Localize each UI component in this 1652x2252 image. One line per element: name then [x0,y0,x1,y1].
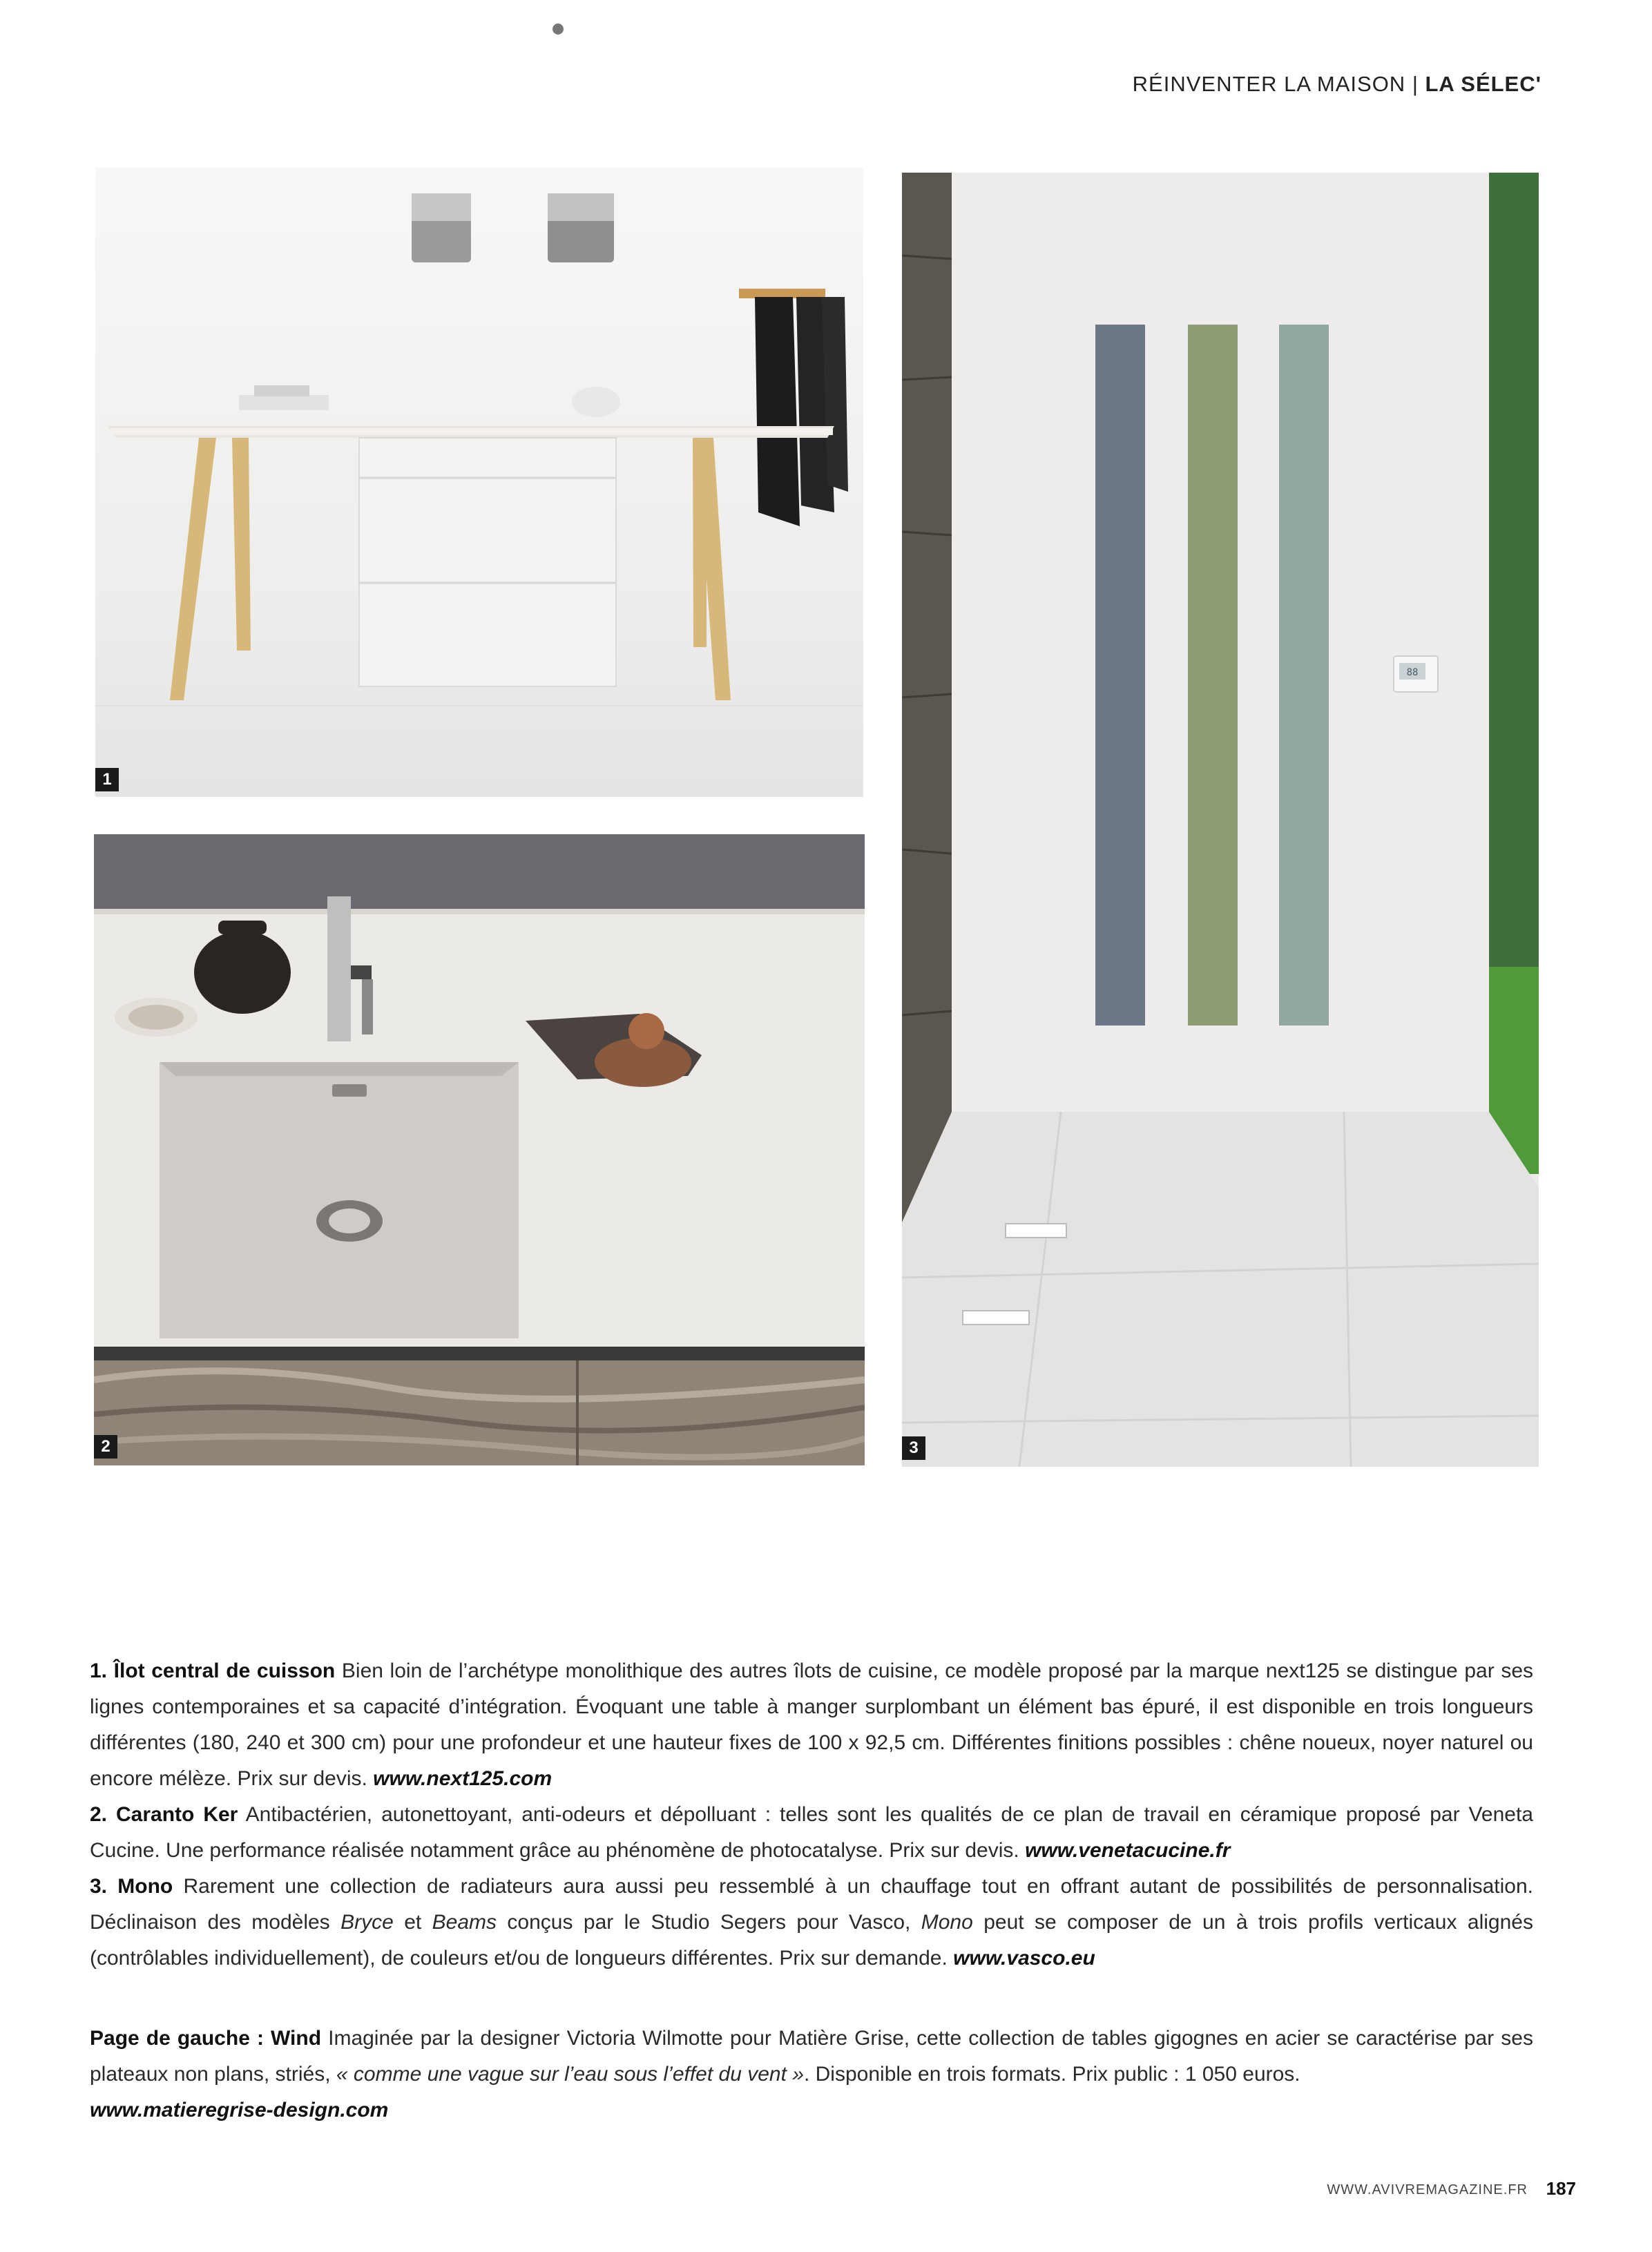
photo-3-mono-radiators [902,173,1539,1467]
captions [90,1653,1533,1976]
left-page-quote: « comme une vague sur l’eau sous l’effet du vent » [336,2063,804,2086]
caption-3: 3. Mono Rarement une collection de radiateurs aura aussi peu ressemblé à un chauffage tout en offrant autant de possibilités de personnalisation. Déclinaison des modèles Bryce et Beams conçus par le Studio Segers pour Vasco, Mono peut se composer de un à trois profils verticaux alignés (contrôlables individuellement), de couleurs et/ou de longueurs différentes. Prix sur demande. www.vasco.eu [90,1875,1533,1970]
page-number: 187 [1546,2178,1576,2199]
caption-3-title: 3. Mono [90,1875,173,1898]
caption-2-link[interactable]: www.venetacucine.fr [1025,1839,1231,1862]
left-page-note: Page de gauche : Wind Imaginée par la designer Victoria Wilmotte pour Matière Grise, cette collection de tables gigognes en acier se caractérise par ses plateaux non plans, striés, « comme une vague sur l’eau sous l’effet du vent ». Disponible en trois formats. Prix public : 1 050 euros. www.matieregrise-design.com [90,2027,1533,2121]
radiators-illustration [902,173,1539,1467]
kitchen-island-illustration [95,167,863,797]
caption-2-title: 2. Caranto Ker [90,1803,238,1826]
worktop-illustration [94,834,865,1465]
photo-2-number: 2 [94,1435,117,1459]
photo-3-number: 3 [902,1436,925,1460]
caption-3-link[interactable]: www.vasco.eu [953,1947,1095,1970]
caption-2 [90,1797,1533,1869]
photo-2-ceramic-worktop [94,834,865,1465]
footer-site[interactable]: WWW.AVIVREMAGAZINE.FR [1327,2182,1528,2197]
subsection-title: LA SÉLEC' [1425,72,1541,96]
caption-1-link[interactable]: www.next125.com [373,1767,553,1790]
thermostat-display: 88 [1406,667,1419,678]
section-title: RÉINVENTER LA MAISON [1132,72,1406,96]
caption-1-title: 1. Îlot central de cuisson [90,1659,336,1682]
left-page-title: Page de gauche : Wind [90,2027,322,2050]
left-page-link[interactable]: www.matieregrise-design.com [90,2099,389,2121]
caption-2-body: Antibactérien, autonettoyant, anti-odeurs et dépolluant : telles sont les qualités de ce plan de travail en céramique proposé par Veneta Cucine. Une performance réalisée notamment grâce au phénomène de photocatalyse. Prix sur devis. [90,1803,1533,1862]
binding-mark-icon [553,23,564,35]
photo-1-kitchen-island [95,167,863,797]
caption-1-body: Bien loin de l’archétype monolithique des autres îlots de cuisine, ce modèle proposé par la marque next125 se distingue par ses lignes contemporaines et sa capacité d’intégration. Évoquant une table à manger surplombant un élément bas épuré, il est disponible en trois longueurs différentes (180, 240 et 300 cm) pour une profondeur et une hauteur fixes de 100 x 92,5 cm. Différentes finitions possibles : chêne noueux, noyer naturel ou encore mélèze. Prix sur devis. [90,1659,1534,1790]
photo-1-number: 1 [95,768,119,791]
section-header: RÉINVENTER LA MAISON | LA SÉLEC' [1132,72,1541,96]
caption-1 [90,1653,1533,1797]
